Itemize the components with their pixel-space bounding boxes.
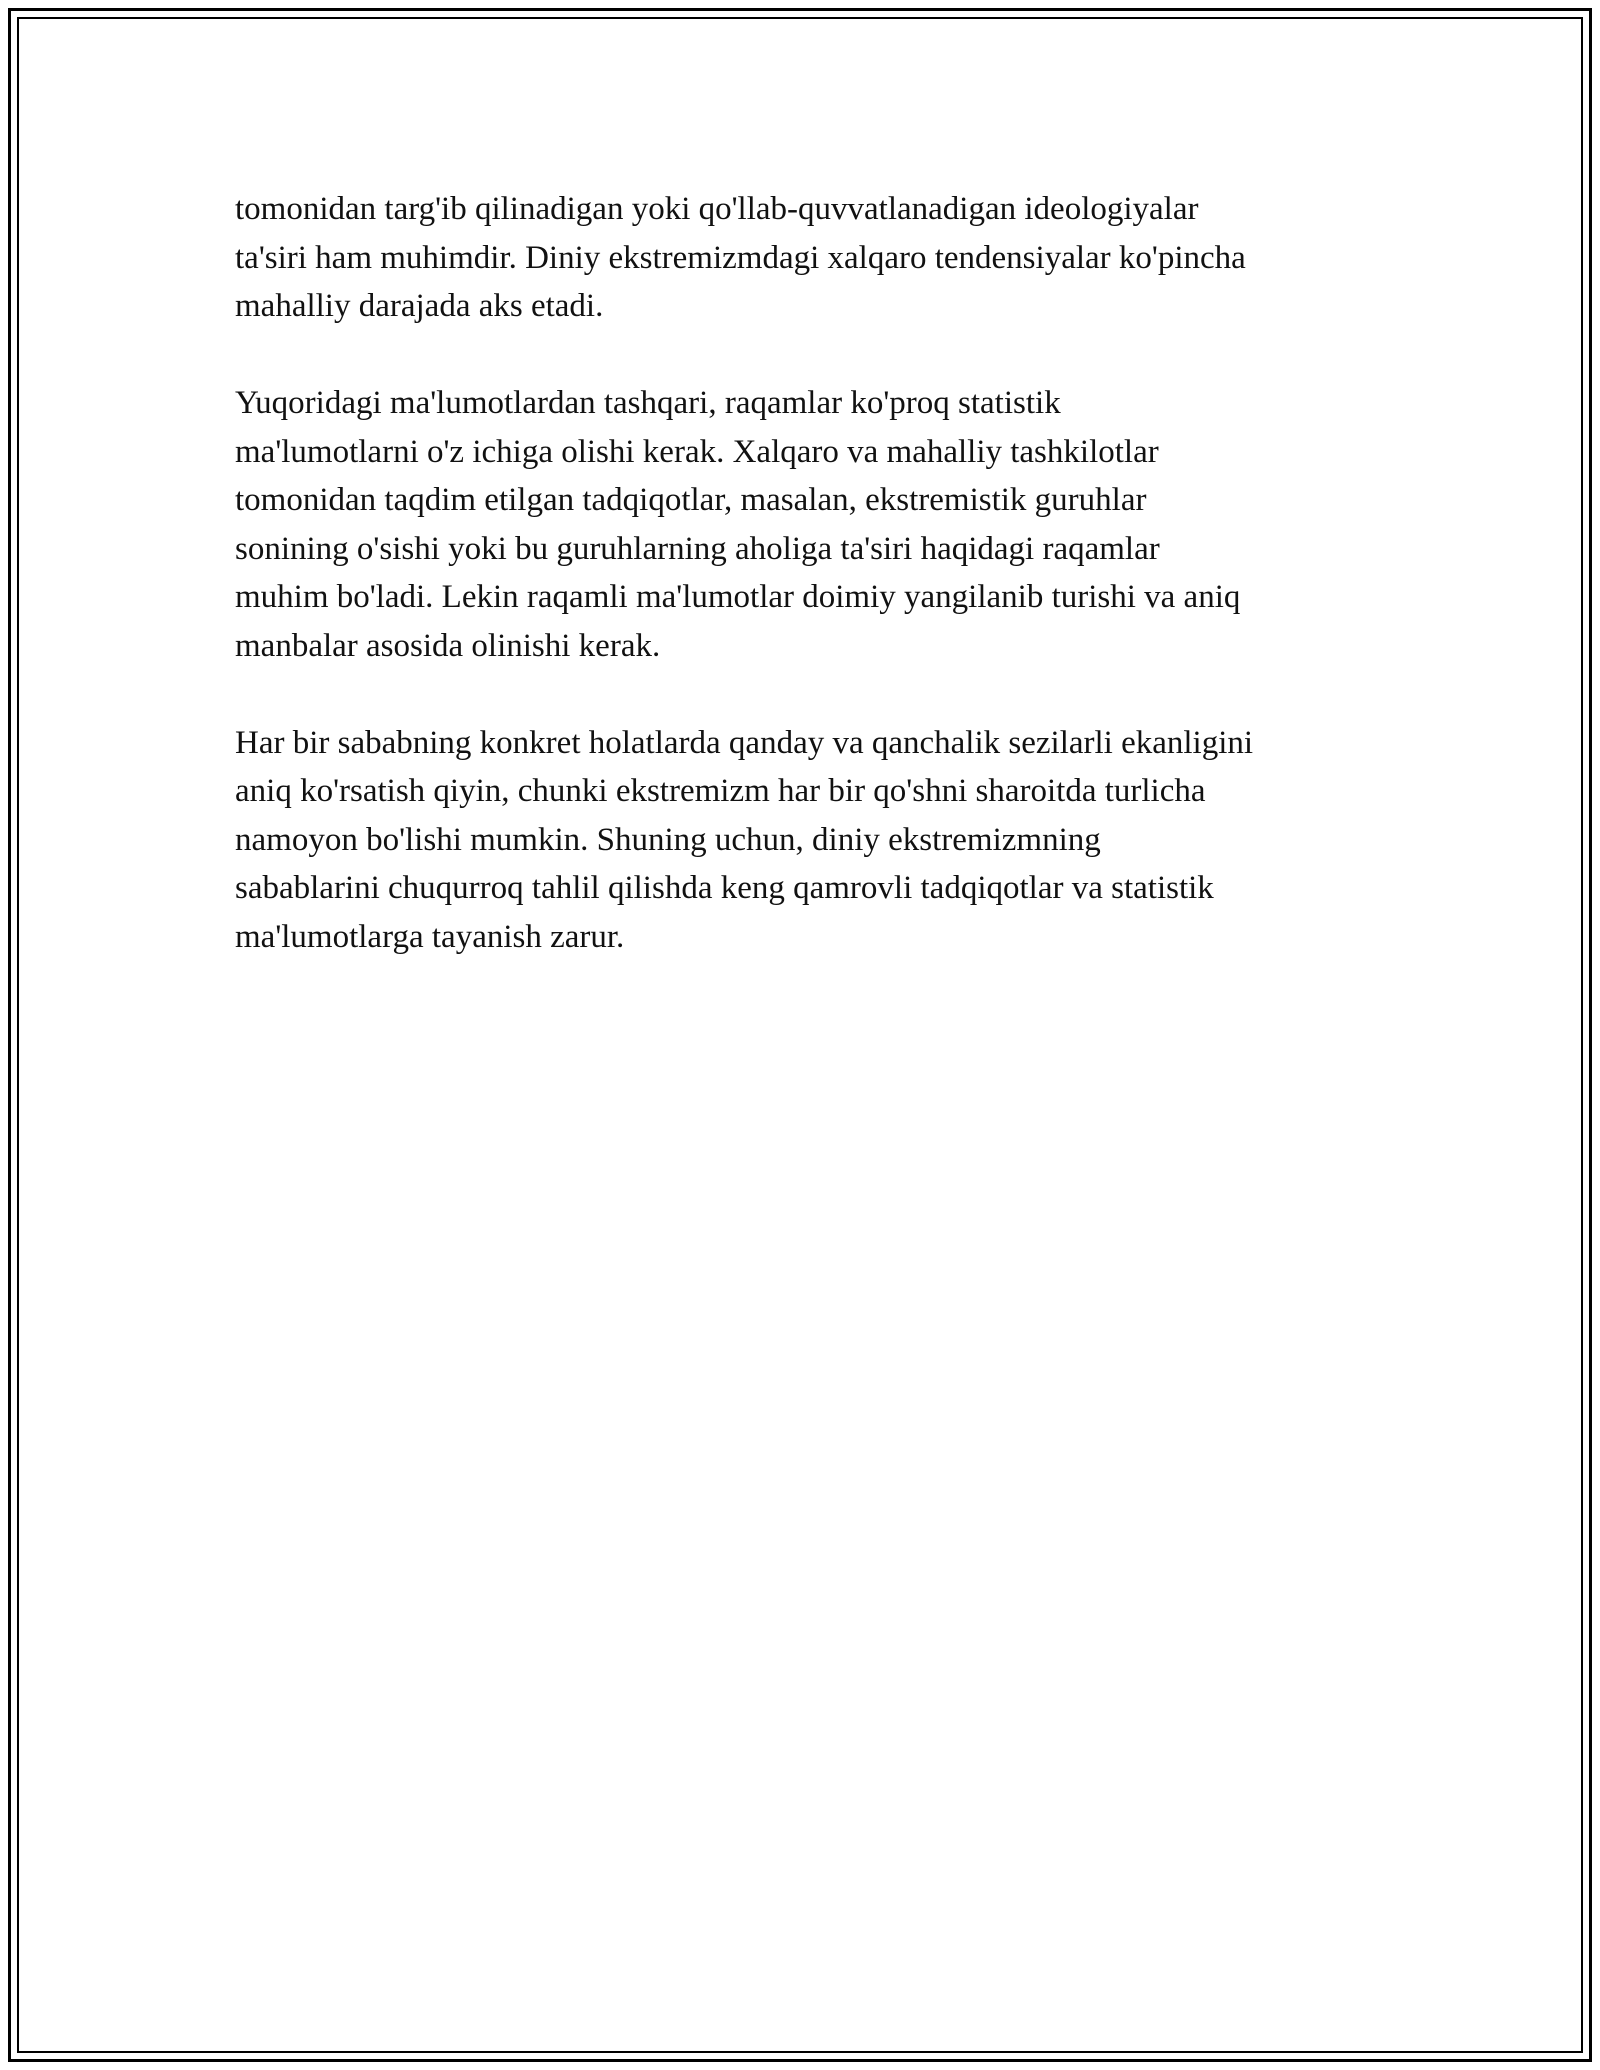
paragraph-3 (235, 719, 1405, 962)
paragraph-line: aniq ko'rsatish qiyin, chunki ekstremizm har bir qo'shni sharoitda turlicha (235, 773, 1206, 809)
paragraph-line: ma'lumotlarga tayanish zarur. (235, 918, 625, 955)
paragraph-line: tomonidan taqdim etilgan tadqiqotlar, masalan, ekstremistik guruhlar (235, 482, 1147, 518)
paragraph-line: muhim bo'ladi. Lekin raqamli ma'lumotlar doimiy yangilanib turishi va aniq (235, 579, 1241, 615)
paragraph-line: Har bir sababning konkret holatlarda qanday va qanchalik sezilarli ekanligini (235, 724, 1254, 761)
paragraph-line: Yuqoridagi ma'lumotlardan tashqari, raqamlar ko'proq statistik (235, 385, 1061, 421)
paragraph-line: ma'lumotlarni o'z ichiga olishi kerak. Xalqaro va mahalliy tashkilotlar (235, 433, 1159, 470)
paragraph-line: mahalliy darajada aks etadi. (235, 288, 604, 324)
paragraph-line: tomonidan targ'ib qilinadigan yoki qo'llab-quvvatlanadigan ideologiyalar (235, 191, 1199, 227)
document-body (235, 185, 1405, 1010)
paragraph-line: namoyon bo'lishi mumkin. Shuning uchun, diniy ekstremizmning (235, 821, 1101, 858)
paragraph-1 (235, 185, 1405, 331)
paragraph-line: sabablarini chuqurroq tahlil qilishda keng qamrovli tadqiqotlar va statistik (235, 870, 1214, 906)
paragraph-line: sonining o'sishi yoki bu guruhlarning aholiga ta'siri haqidagi raqamlar (235, 530, 1160, 567)
paragraph-line: manbalar asosida olinishi kerak. (235, 627, 661, 664)
paragraph-line: ta'siri ham muhimdir. Diniy ekstremizmdagi xalqaro tendensiyalar ko'pincha (235, 239, 1246, 276)
paragraph-2 (235, 379, 1405, 670)
